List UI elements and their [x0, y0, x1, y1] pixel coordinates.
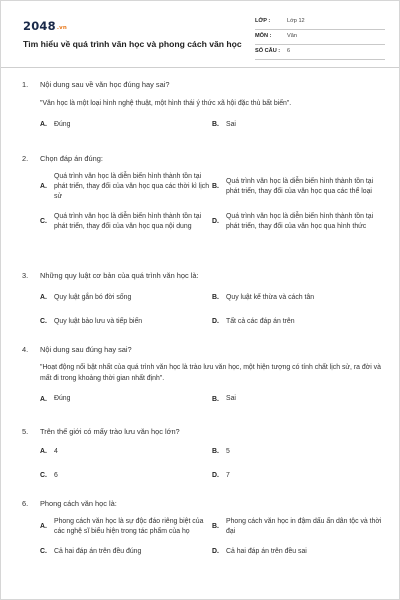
- question-text: Nội dung sau về văn học đúng hay sai?: [40, 80, 170, 89]
- question-text: Trên thế giới có mấy trào lưu văn học lớn?: [40, 427, 180, 436]
- option-letter: D.: [212, 218, 219, 226]
- question-header: [22, 427, 384, 437]
- option-c[interactable]: [40, 471, 212, 481]
- question-text: Chọn đáp án đúng:: [40, 154, 103, 163]
- option-letter: A.: [40, 183, 47, 191]
- question-header: [22, 154, 384, 164]
- question-header: [22, 80, 384, 90]
- meta-label: SỐ CÂU :: [255, 48, 281, 55]
- option-a[interactable]: [40, 120, 212, 130]
- option-text: Tất cả các đáp án trên: [226, 317, 295, 325]
- options: [40, 293, 384, 327]
- option-b[interactable]: [212, 517, 384, 537]
- question-4: [22, 345, 384, 427]
- meta-value: Lớp 12: [287, 18, 305, 25]
- worksheet-header: [23, 15, 383, 73]
- question-number: 1.: [22, 80, 29, 89]
- meta-table: [255, 15, 385, 60]
- question-2: [22, 154, 384, 271]
- logo-suffix: .vn: [56, 25, 68, 31]
- option-text: 7: [226, 471, 230, 479]
- option-a[interactable]: [40, 447, 212, 457]
- option-letter: C.: [40, 218, 47, 226]
- option-letter: A.: [40, 294, 47, 302]
- options: [40, 517, 384, 557]
- question-list: [22, 80, 384, 557]
- option-text: Quá trình văn học là diễn biến hình thành tồn tại phát triển, thay đổi của văn học qua các thời kì lịch sử: [54, 172, 210, 200]
- option-text: Quy luật bảo lưu và tiếp biến: [54, 317, 143, 325]
- option-text: Quá trình văn học là diễn biến hình thành tồn tại phát triển, thay đổi của văn học qua hình thức: [226, 212, 374, 230]
- question-1: [22, 80, 384, 154]
- option-letter: B.: [212, 294, 219, 302]
- option-d[interactable]: [212, 317, 384, 327]
- question-number: 4.: [22, 345, 29, 354]
- option-letter: A.: [40, 395, 47, 403]
- option-text: Phong cách văn học là sự độc đáo riêng biệt của các nghệ sĩ biểu hiện trong tác phẩm của họ: [54, 517, 204, 535]
- option-letter: D.: [212, 548, 219, 556]
- question-header: [22, 271, 384, 281]
- option-c[interactable]: [40, 212, 212, 232]
- options: [40, 172, 384, 232]
- option-b[interactable]: [212, 172, 384, 202]
- option-text: Quy luật gắn bó đời sống: [54, 293, 132, 301]
- question-text: Phong cách văn học là:: [40, 499, 117, 508]
- option-text: Cả hai đáp án trên đều sai: [226, 547, 307, 555]
- option-text: Đúng: [54, 395, 71, 403]
- option-letter: D.: [212, 472, 219, 480]
- option-text: 6: [54, 471, 58, 479]
- option-d[interactable]: [212, 212, 384, 232]
- option-text: Sai: [226, 395, 236, 403]
- meta-label: MÔN :: [255, 33, 272, 40]
- question-number: 2.: [22, 154, 29, 163]
- question-quote: "Hoạt động nổi bật nhất của quá trình văn học là trào lưu văn học, một hiện tượng có tính chất lịch sử, ra đời và mất đi trong khoảng thời gian nhất định".: [40, 363, 381, 382]
- question-5: [22, 427, 384, 499]
- options: [40, 394, 384, 404]
- option-letter: B.: [212, 395, 219, 403]
- option-a[interactable]: [40, 394, 212, 404]
- option-letter: C.: [40, 472, 47, 480]
- site-logo[interactable]: [23, 19, 67, 35]
- question-text: Nội dung sau đúng hay sai?: [40, 345, 132, 354]
- option-letter: A.: [40, 448, 47, 456]
- option-letter: C.: [40, 318, 47, 326]
- option-b[interactable]: [212, 447, 384, 457]
- option-letter: B.: [212, 183, 219, 191]
- option-d[interactable]: [212, 471, 384, 481]
- option-text: Phong cách văn học in đậm dấu ấn dân tộc và thời đại: [226, 517, 382, 535]
- meta-value: 6: [287, 48, 291, 55]
- option-text: Quá trình văn học là diễn biến hình thành tồn tại phát triển, thay đổi của văn học qua các thể loại: [226, 177, 374, 195]
- option-letter: B.: [212, 523, 219, 531]
- option-a[interactable]: [40, 293, 212, 303]
- meta-label: LỚP :: [255, 18, 271, 25]
- meta-row-class: [255, 15, 385, 30]
- option-b[interactable]: [212, 293, 384, 303]
- option-text: 5: [226, 447, 230, 455]
- option-text: Đúng: [54, 120, 71, 128]
- question-header: [22, 499, 384, 509]
- meta-row-subject: [255, 30, 385, 45]
- option-b[interactable]: [212, 120, 384, 130]
- option-d[interactable]: [212, 547, 384, 557]
- option-b[interactable]: [212, 394, 384, 404]
- option-text: Sai: [226, 120, 236, 128]
- option-a[interactable]: [40, 172, 212, 202]
- question-number: 3.: [22, 271, 29, 280]
- question-number: 6.: [22, 499, 29, 508]
- options: [40, 120, 384, 130]
- option-text: Cả hai đáp án trên đều đúng: [54, 547, 142, 555]
- option-c[interactable]: [40, 317, 212, 327]
- document-title: Tìm hiểu về quá trình văn học và phong cách văn học: [23, 39, 242, 49]
- option-text: Quá trình văn học là diễn biến hình thành tồn tại phát triển, thay đổi của văn học qua nội dung: [54, 212, 202, 230]
- meta-value: Văn: [287, 33, 297, 40]
- question-6: [22, 499, 384, 557]
- question-text: Những quy luật cơ bản của quá trình văn học là:: [40, 271, 199, 280]
- options: [40, 447, 384, 481]
- option-letter: C.: [40, 548, 47, 556]
- header-divider: [1, 67, 399, 68]
- question-number: 5.: [22, 427, 29, 436]
- option-letter: B.: [212, 121, 219, 129]
- question-header: [22, 345, 384, 355]
- option-c[interactable]: [40, 547, 212, 557]
- question-3: [22, 271, 384, 345]
- meta-row-count: [255, 45, 385, 60]
- option-text: 4: [54, 447, 58, 455]
- question-quote: "Văn học là một loại hình nghệ thuật, một hình thái ý thức xã hội đặc thù bất biến".: [40, 99, 292, 107]
- option-text: Quy luật kế thừa và cách tân: [226, 293, 315, 301]
- option-letter: B.: [212, 448, 219, 456]
- option-letter: A.: [40, 523, 47, 531]
- logo-main: 2048: [23, 19, 56, 33]
- option-letter: D.: [212, 318, 219, 326]
- option-letter: A.: [40, 121, 47, 129]
- option-a[interactable]: [40, 517, 212, 537]
